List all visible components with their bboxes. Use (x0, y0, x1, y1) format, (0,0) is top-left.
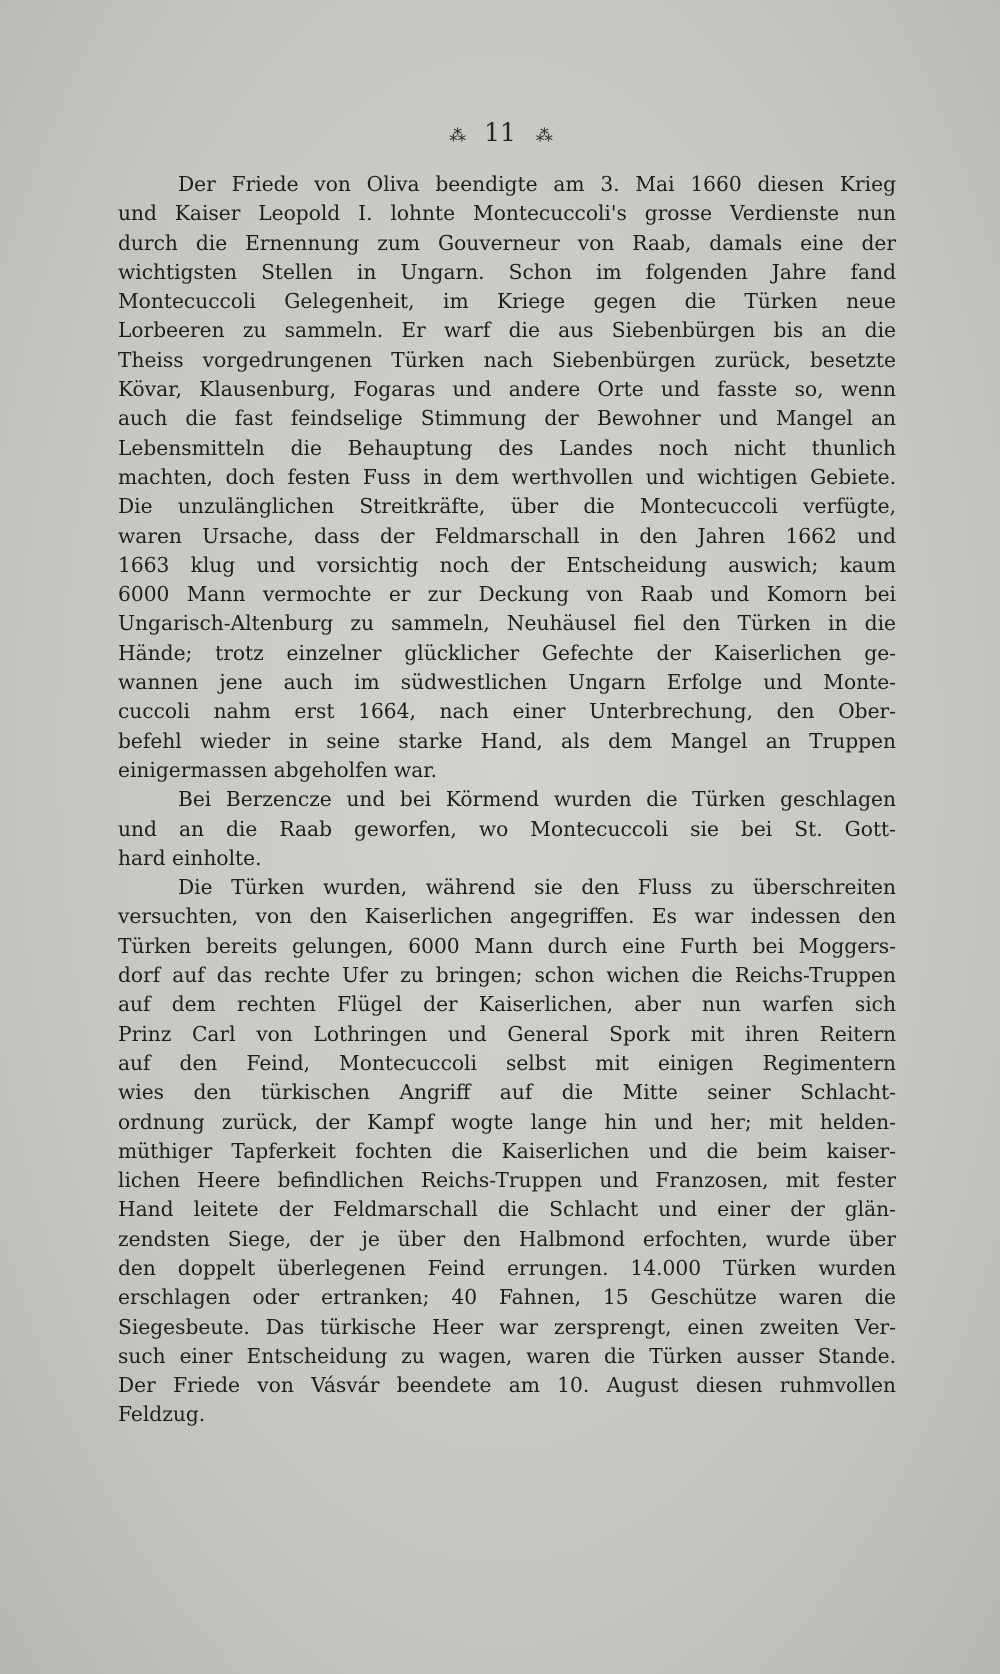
text-line: Der Friede von Vásvár beendete am 10. August diesen ruhmvollen (118, 1373, 896, 1398)
text-line: 6000 Mann vermochte er zur Deckung von Raab und Komorn bei (118, 582, 896, 607)
text-line: Lorbeeren zu sammeln. Er warf die aus Siebenbürgen bis an die (118, 318, 896, 343)
text-line: befehl wieder in seine starke Hand, als dem Mangel an Truppen (118, 728, 896, 753)
text-line: den doppelt überlegenen Feind errungen. 14.000 Türken wurden (118, 1255, 896, 1280)
text-line: Der Friede von Oliva beendigte am 3. Mai 1660 diesen Krieg (178, 172, 896, 196)
text-line: Ungarisch-Altenburg zu sammeln, Neuhäusel fiel den Türken in die (118, 611, 896, 636)
text-line: dorf auf das rechte Ufer zu bringen; schon wichen die Reichs-Truppen (118, 963, 896, 988)
text-line: Kövar, Klausenburg, Fogaras und andere Orte und fasste so, wenn (118, 377, 896, 402)
text-line: erschlagen oder ertranken; 40 Fahnen, 15 Geschütze waren die (118, 1285, 896, 1310)
paragraph (118, 170, 896, 785)
text-line: und Kaiser Leopold I. lohnte Montecuccoli's grosse Verdienste nun (118, 201, 896, 226)
text-line: ordnung zurück, der Kampf wogte lange hin und her; mit helden- (118, 1109, 896, 1134)
body-text (118, 170, 896, 1430)
text-line: Türken bereits gelungen, 6000 Mann durch eine Furth bei Moggers- (118, 933, 896, 958)
text-line: Siegesbeute. Das türkische Heer war zersprengt, einen zweiten Ver- (118, 1314, 896, 1339)
text-line: Hände; trotz einzelner glücklicher Gefechte der Kaiserlichen ge- (118, 640, 896, 665)
text-line: Lebensmitteln die Behauptung des Landes noch nicht thunlich (118, 435, 896, 460)
text-line: müthiger Tapferkeit fochten die Kaiserlichen und die beim kaiser- (118, 1138, 896, 1163)
text-line: Hand leitete der Feldmarschall die Schlacht und einer der glän- (118, 1197, 896, 1222)
text-line: such einer Entscheidung zu wagen, waren die Türken ausser Stande. (118, 1343, 896, 1368)
text-line: einigermassen abgeholfen war. (118, 757, 438, 782)
text-line: wannen jene auch im südwestlichen Ungarn Erfolge und Monte- (118, 670, 896, 695)
text-line: cuccoli nahm erst 1664, nach einer Unterbrechung, den Ober- (118, 699, 896, 724)
paragraph (118, 785, 896, 873)
text-line: Prinz Carl von Lothringen und General Spork mit ihren Reitern (118, 1021, 896, 1046)
text-line: durch die Ernennung zum Gouverneur von Raab, damals eine der (118, 230, 896, 255)
text-line: auf den Feind, Montecuccoli selbst mit einigen Regimentern (118, 1050, 896, 1075)
text-line: versuchten, von den Kaiserlichen angegriffen. Es war indessen den (118, 904, 896, 929)
text-line: auch die fast feindselige Stimmung der Bewohner und Mangel an (118, 406, 896, 431)
text-line: Bei Berzencze und bei Körmend wurden die Türken geschlagen (178, 787, 896, 812)
paragraph (118, 873, 896, 1430)
text-line: machten, doch festen Fuss in dem werthvollen und wichtigen Gebiete. (118, 464, 896, 489)
text-line: 1663 klug und vorsichtig noch der Entscheidung auswich; kaum (118, 552, 896, 577)
text-line: zendsten Siege, der je über den Halbmond erfochten, wurde über (118, 1226, 896, 1251)
text-line: Die Türken wurden, während sie den Fluss zu überschreiten (178, 875, 896, 900)
page-header (0, 118, 1000, 147)
page-number: 11 (484, 118, 516, 147)
text-line: lichen Heere befindlichen Reichs-Truppen und Franzosen, mit fester (118, 1168, 896, 1193)
text-line: Theiss vorgedrungenen Türken nach Siebenbürgen zurück, besetzte (118, 347, 896, 372)
ornament-right-icon: ⁂ (535, 126, 551, 146)
text-line: hard einholte. (118, 845, 262, 870)
text-line: Montecuccoli Gelegenheit, im Kriege gegen die Türken neue (118, 289, 896, 314)
text-line: und an die Raab geworfen, wo Montecuccoli sie bei St. Gott- (118, 816, 896, 841)
ornament-left-icon: ⁂ (449, 126, 465, 146)
text-line: wichtigsten Stellen in Ungarn. Schon im folgenden Jahre fand (118, 259, 896, 284)
text-line: Feldzug. (118, 1402, 206, 1427)
text-line: Die unzulänglichen Streitkräfte, über die Montecuccoli verfügte, (118, 494, 896, 519)
text-line: auf dem rechten Flügel der Kaiserlichen, aber nun warfen sich (118, 992, 896, 1017)
text-line: waren Ursache, dass der Feldmarschall in den Jahren 1662 und (118, 523, 896, 548)
text-line: wies den türkischen Angriff auf die Mitte seiner Schlacht- (118, 1080, 896, 1105)
